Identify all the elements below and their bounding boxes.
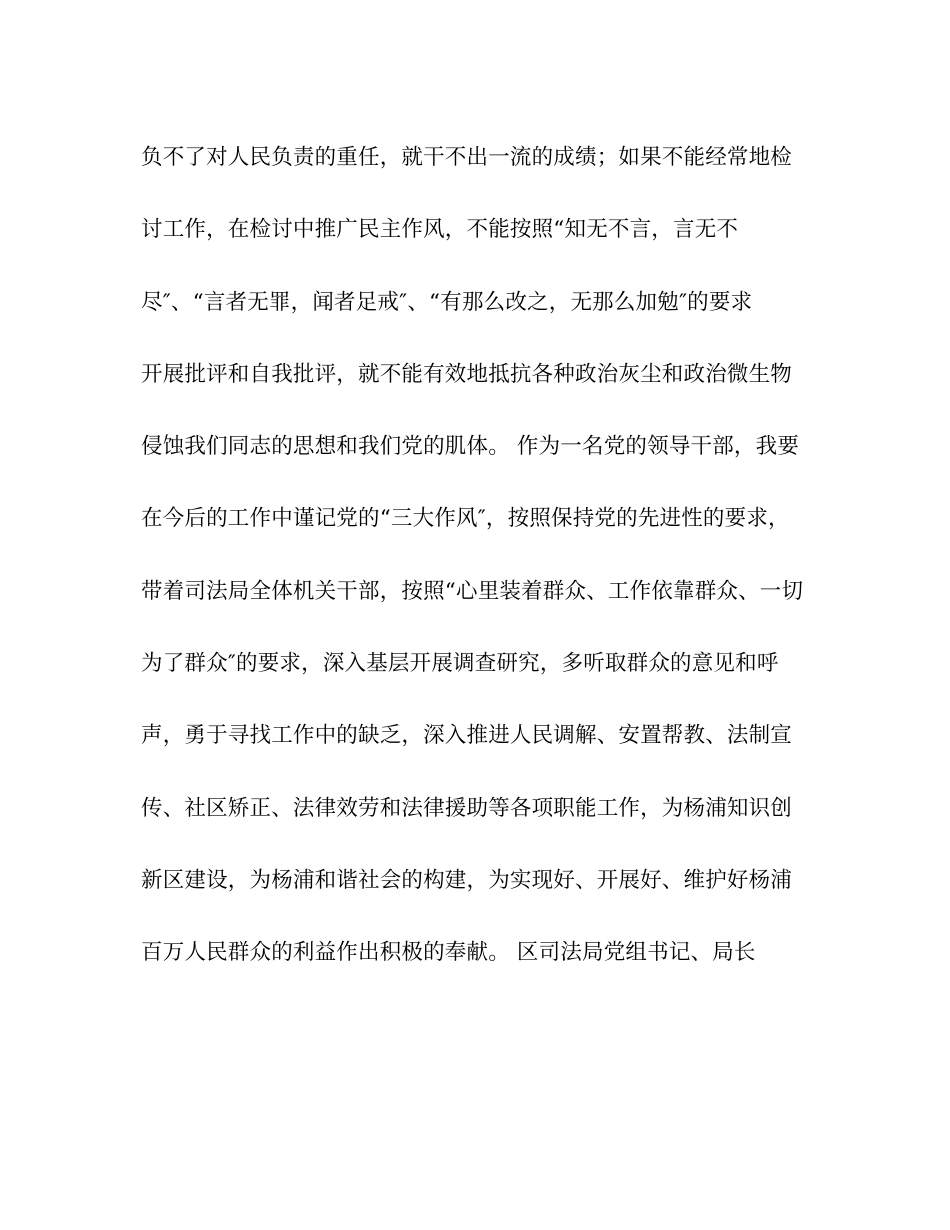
text-line-4: 开展批评和自我批评，就不能有效地抵抗各种政治灰尘和政治微生物: [141, 361, 793, 387]
text-line-6: 在今后的工作中谨记党的“三大作风″，按照保持党的先进性的要求，: [141, 506, 790, 532]
text-line-10: 传、社区矫正、法律效劳和法律援助等各项职能工作，为杨浦知识创: [141, 795, 793, 821]
text-line-2: 讨工作，在检讨中推广民主作风，不能按照“知无不言，言无不: [141, 217, 739, 243]
text-line-8: 为了群众″的要求，深入基层开展调查研究，多听取群众的意见和呼: [141, 651, 779, 677]
text-line-5: 侵蚀我们同志的思想和我们党的肌体。 作为一名党的领导干部，我要: [141, 434, 800, 460]
text-line-9: 声，勇于寻找工作中的缺乏，深入推进人民调解、安置帮教、法制宣: [141, 723, 793, 749]
text-line-11: 新区建设，为杨浦和谐社会的构建，为实现好、开展好、维护好杨浦: [141, 867, 793, 893]
body-text: [141, 140, 821, 1008]
text-line-12: 百万人民群众的利益作出积极的奉献。 区司法局党组书记、局长: [141, 940, 756, 966]
text-line-1: 负不了对人民负责的重任，就干不出一流的成绩；如果不能经常地检: [141, 145, 793, 170]
text-line-7: 带着司法局全体机关干部，按照“心里装着群众、工作依靠群众、一切: [141, 578, 804, 604]
text-line-3: 尽″、“言者无罪，闻者足戒″、“有那么改之，无那么加勉″的要求: [141, 289, 753, 315]
